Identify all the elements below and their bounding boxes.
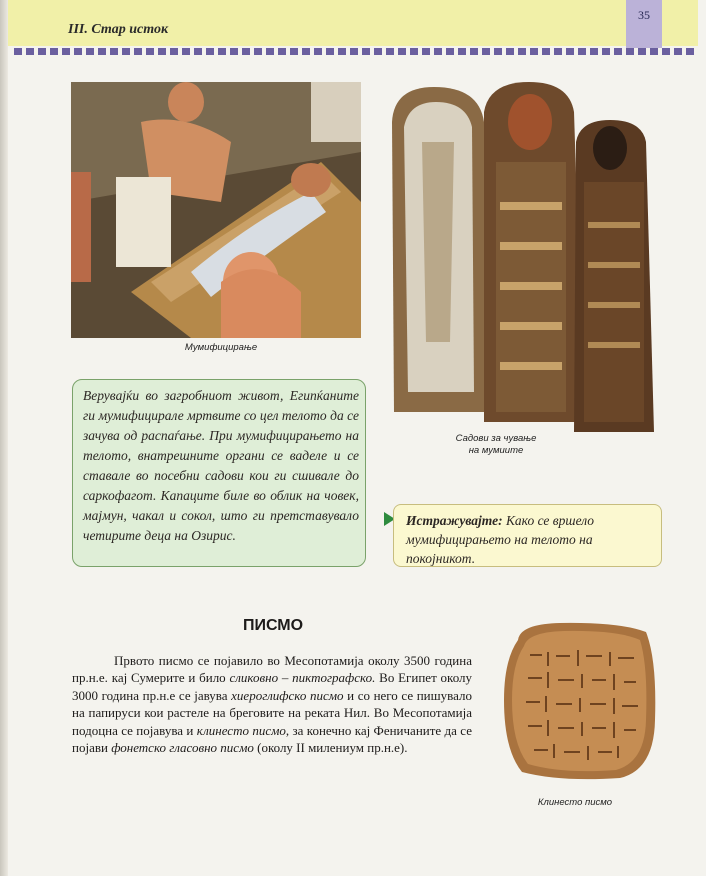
page-number-tab <box>626 0 662 48</box>
coffins-caption-line1: Садови за чување <box>455 433 537 444</box>
coffins-image <box>384 82 664 432</box>
research-box <box>393 504 662 567</box>
chapter-title: III. Стар исток <box>68 22 169 37</box>
page-number: 35 <box>638 8 650 22</box>
body-text-emphasis: фонетско гласовно писмо <box>111 740 254 756</box>
body-paragraph <box>72 652 472 756</box>
info-box <box>72 379 366 567</box>
cuneiform-tablet-image <box>500 620 658 782</box>
research-text: Како се вршело мумифицирањето на телото на покојникот. <box>406 513 595 566</box>
cuneiform-caption: Клинесто писмо <box>537 797 613 808</box>
info-box-text: Верувајќи во загробниот живот, Египќаните ги мумифицирале мртвите со цел телото да се зачува од распаѓање. При мумифицирањето на телото, внатрешните органи се ваделе и се ставале во посебни садови кои ги сшивале до саркофагот. Капаците биле во облик на човек, мајмун, чакал и сокол, што ги претставувало четирите деца на Озирис. <box>83 388 359 543</box>
body-text-emphasis: сликовно – пиктографско. <box>229 670 376 686</box>
page-binding-edge <box>0 0 8 876</box>
body-text-emphasis: клинесто писмо <box>196 722 286 738</box>
body-text-part: Во Египет околу 3000 година пр.н.е се јавува <box>72 670 473 703</box>
body-text-emphasis: хиероглифско писмо <box>231 687 344 703</box>
coffins-caption-line2: на мумиите <box>468 445 524 456</box>
mummification-caption: Мумифицирање <box>184 342 258 353</box>
header-dashed-border <box>14 48 698 55</box>
page-header <box>8 0 698 46</box>
mummification-image <box>71 82 361 338</box>
body-text-part: Првото писмо се појавило во Месопотамија околу 3500 година пр.н.е. кај Сумерите и било <box>72 653 472 686</box>
section-title: ПИСМО <box>242 617 304 634</box>
research-label: Истражувајте: <box>406 513 503 528</box>
body-text-part: (околу II милениум пр.н.е). <box>253 740 408 756</box>
body-text-part: и со него се пишувало на папируси кои растеле на бреговите на реката Нил. Во Месопотамија подоцна се појавува и <box>72 687 472 738</box>
body-text-part: , за конечно кај Феничаните да се појави <box>72 722 472 756</box>
